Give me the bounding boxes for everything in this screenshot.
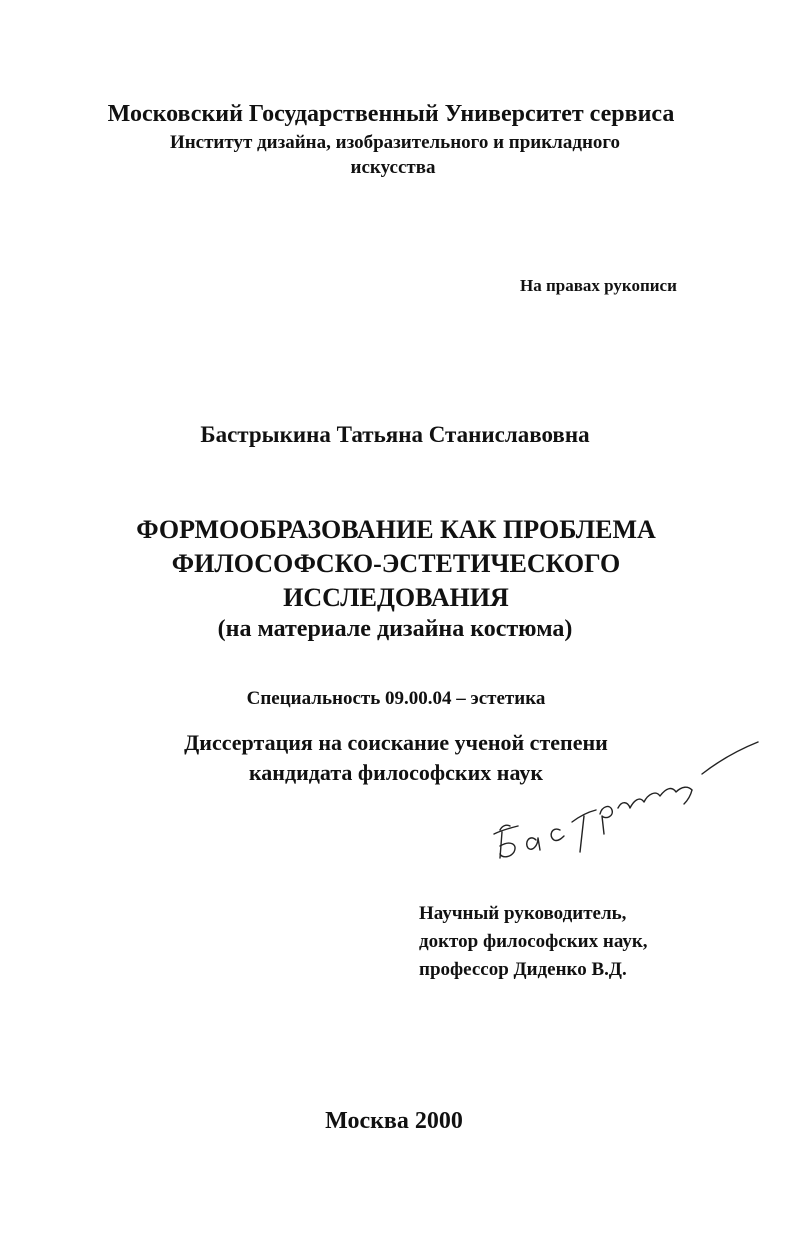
specialty: Специальность 09.00.04 – эстетика — [246, 688, 546, 709]
degree-line1: Диссертация на соискание ученой степени — [184, 730, 608, 755]
author-name: Бастрыкина Татьяна Станиславовна — [200, 422, 590, 447]
university-name: Московский Государственный Университет сервиса — [107, 101, 675, 127]
institute-name-line1: Институт дизайна, изобразительного и прикладного — [169, 132, 621, 153]
institute-name-line2: искусства — [350, 157, 436, 178]
signature-icon — [480, 730, 770, 870]
advisor-line1: Научный руководитель, — [419, 903, 627, 924]
city-year: Москва 2000 — [325, 1108, 463, 1134]
manuscript-rights-note: На правах рукописи — [520, 276, 677, 295]
thesis-title-line3: ИССЛЕДОВАНИЯ — [283, 583, 509, 612]
thesis-title-line1: ФОРМООБРАЗОВАНИЕ КАК ПРОБЛЕМА — [136, 515, 656, 544]
advisor-line3: профессор Диденко В.Д. — [419, 959, 627, 980]
degree-line2: кандидата философских наук — [248, 760, 544, 785]
thesis-subtitle: (на материале дизайна костюма) — [217, 616, 573, 642]
thesis-title-line2: ФИЛОСОФСКО-ЭСТЕТИЧЕСКОГО — [171, 549, 621, 578]
advisor-line2: доктор философских наук, — [419, 931, 648, 952]
